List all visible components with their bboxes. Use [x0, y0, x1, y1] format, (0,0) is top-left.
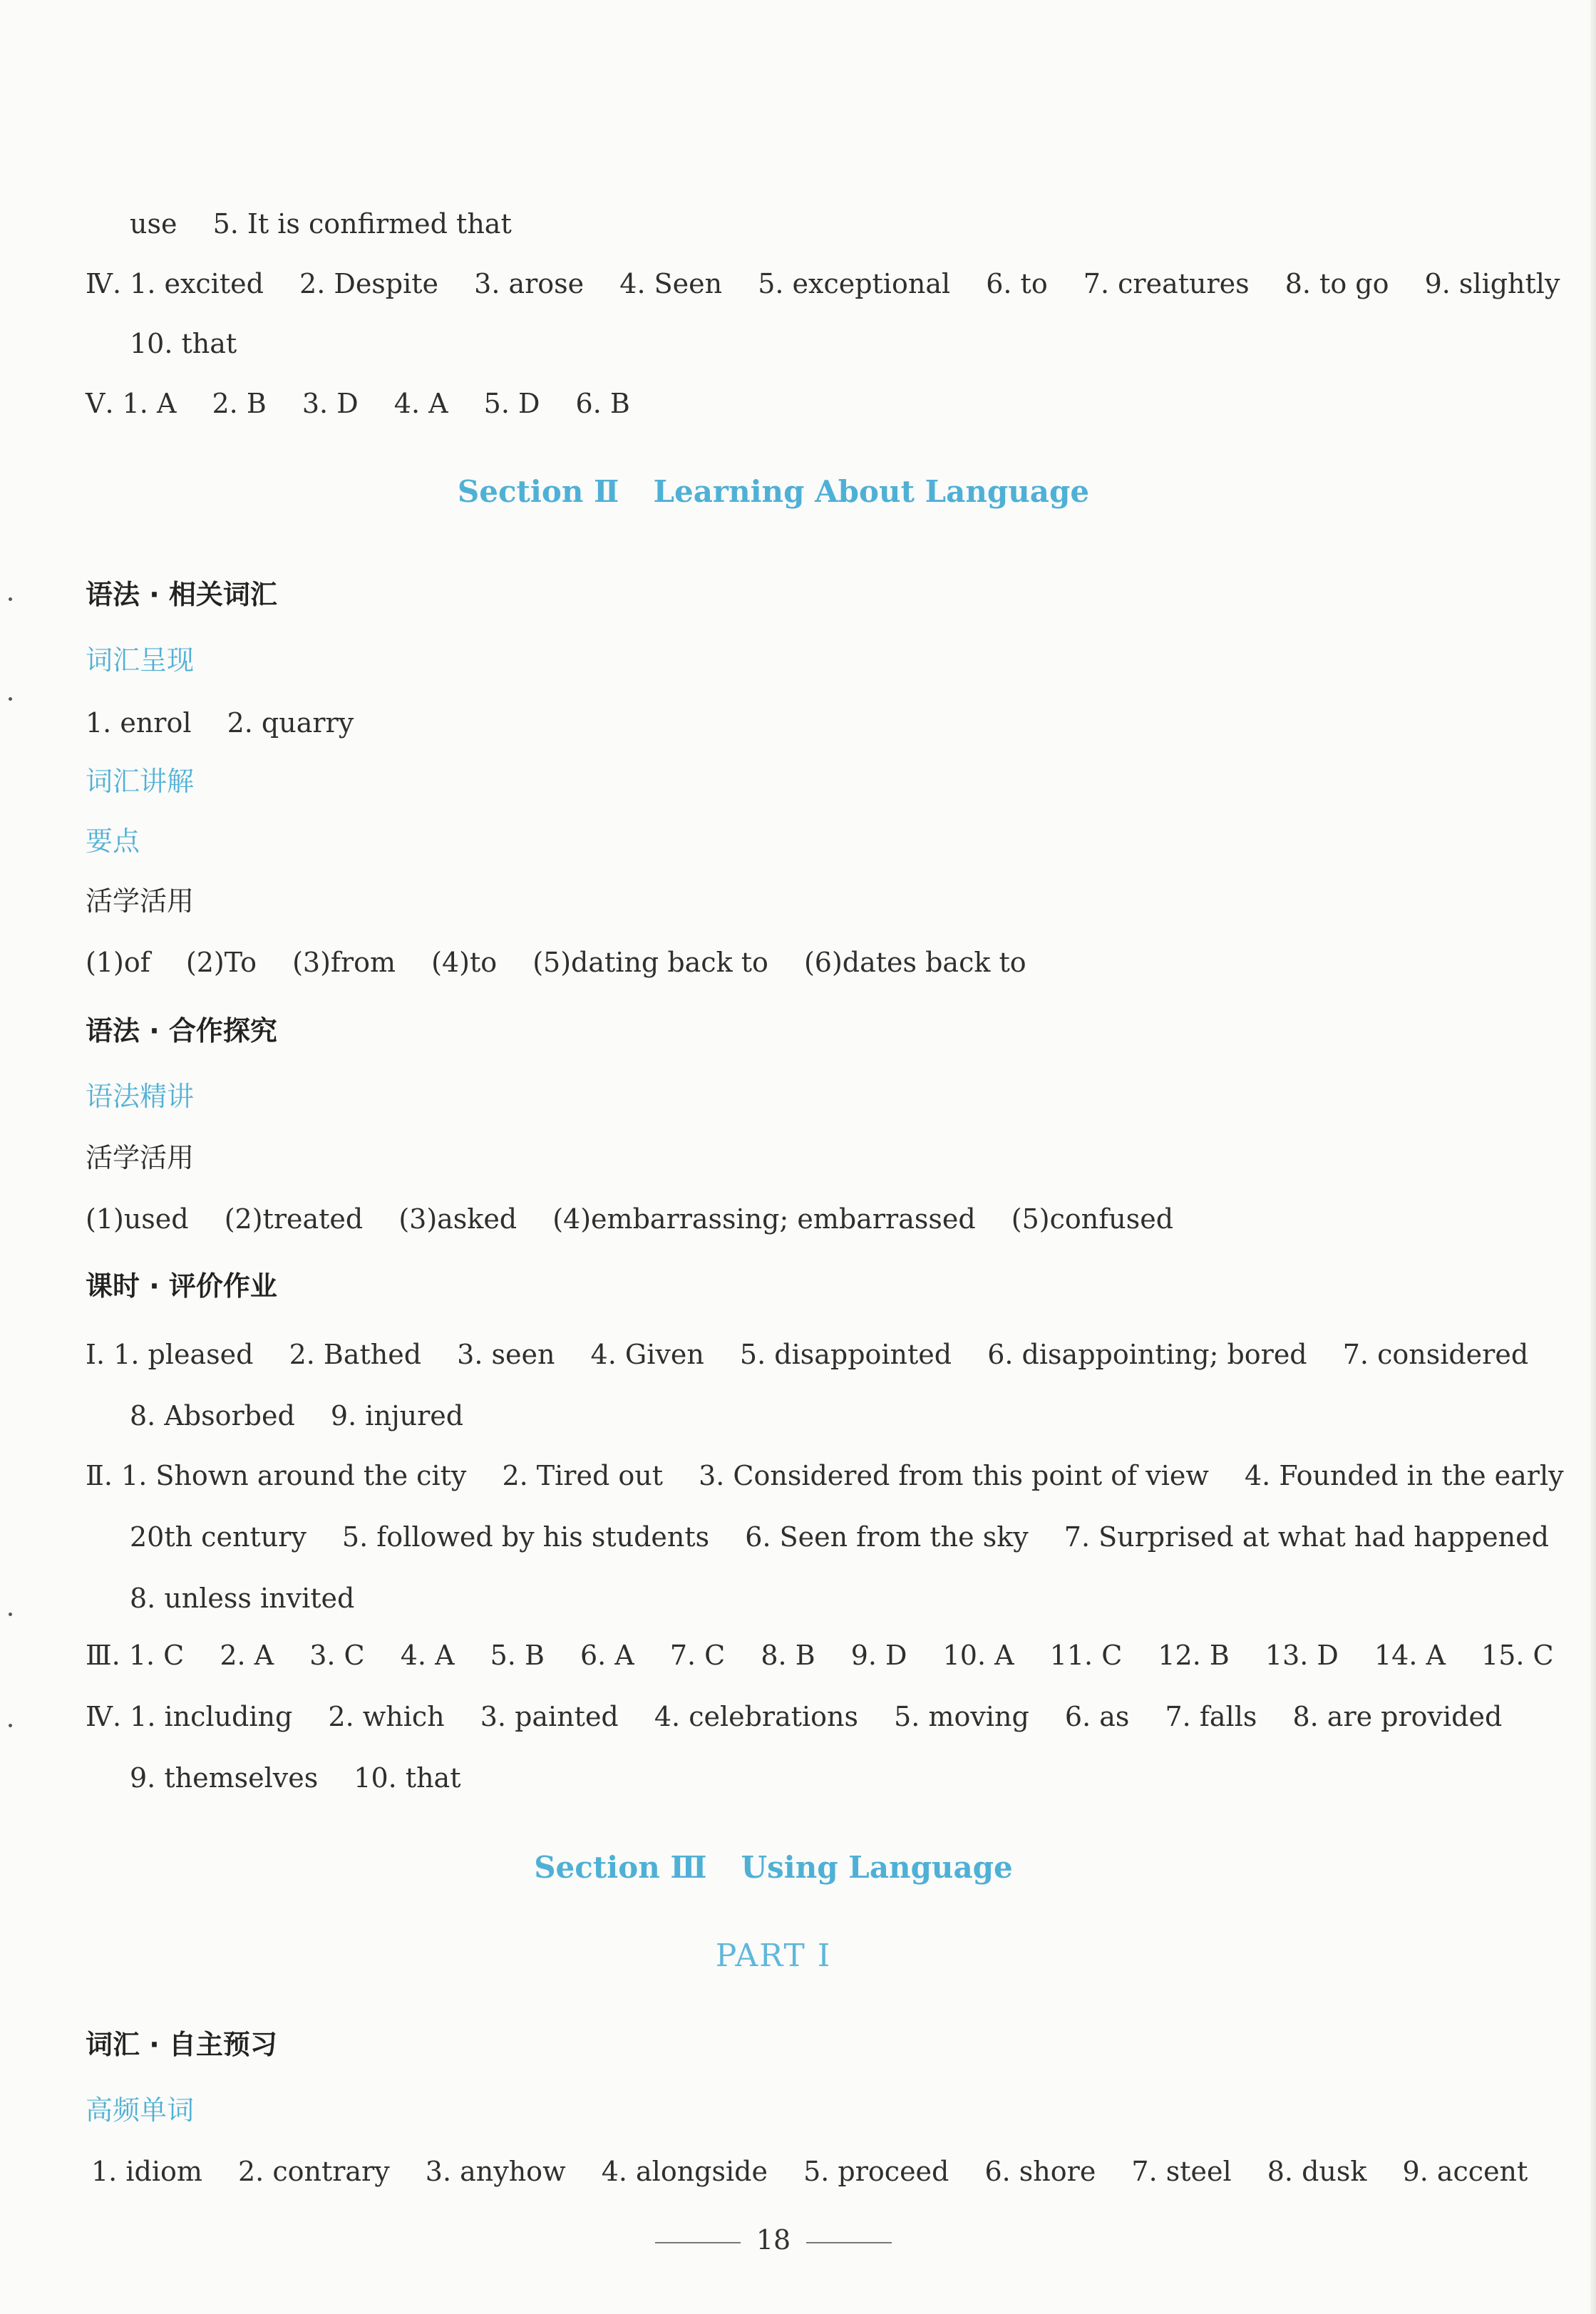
roman-numeral-label: Ⅳ. [86, 268, 122, 299]
answer-item: 5. It is confirmed that [212, 208, 512, 240]
answer-line [130, 326, 237, 361]
section-heading [0, 1848, 1547, 1888]
roman-numeral-label: Ⅳ. [86, 1701, 122, 1732]
answer-item: 7. falls [1165, 1701, 1257, 1732]
answer-item: 8. dusk [1267, 2156, 1367, 2187]
answer-item: 8. to go [1284, 268, 1389, 299]
answer-item: (5)dating back to [532, 947, 768, 978]
answer-item: (2)To [185, 947, 257, 978]
answer-item: 10. that [130, 328, 237, 359]
subheading-grammar-detail: 语法精讲 [86, 1081, 195, 1112]
answer-item: 6. to [986, 268, 1048, 299]
answer-item: 20th century [130, 1521, 307, 1553]
answer-item: (3)from [292, 947, 396, 978]
answer-item: 9. themselves [130, 1762, 319, 1794]
footer-rule [655, 2242, 741, 2243]
answer-line-ii [86, 1459, 1564, 1493]
section-number: Section Ⅱ [457, 474, 619, 509]
answer-item: (4)to [431, 947, 498, 978]
answer-item: 6. Seen from the sky [745, 1521, 1029, 1553]
answer-item: 9. injured [330, 1400, 464, 1431]
answer-line [86, 1202, 1173, 1236]
answer-line [86, 945, 1026, 979]
subheading-high-freq: 高频单词 [86, 2094, 195, 2126]
answer-item: 1. C [128, 1640, 185, 1671]
answer-item: 4. Seen [619, 268, 723, 299]
answer-item: 3. painted [480, 1701, 619, 1732]
answer-item: 4. A [393, 388, 448, 419]
subheading-vocab-explain: 词汇讲解 [86, 766, 195, 797]
answer-item: 3. anyhow [425, 2156, 566, 2187]
answer-item: (1)of [86, 947, 150, 978]
part-heading: PART Ⅰ [715, 1938, 832, 1974]
margin-mark [9, 1724, 12, 1727]
answer-item: 1. idiom [91, 2156, 202, 2187]
answer-item: 15. C [1481, 1640, 1554, 1671]
answer-item: 3. arose [474, 268, 585, 299]
answer-item: (3)asked [398, 1203, 518, 1235]
subheading-grammar-coop: 语法 · 合作探究 [86, 1015, 277, 1047]
margin-mark [9, 1613, 12, 1616]
roman-numeral-label: Ⅴ. [86, 388, 114, 419]
answer-line [130, 207, 512, 241]
roman-numeral-label: Ⅱ. [86, 1460, 113, 1491]
answer-item: 1. enrol [86, 707, 192, 739]
answer-line-iii [86, 1638, 1554, 1672]
answer-item: 7. steel [1131, 2156, 1232, 2187]
answer-item: 3. Considered from this point of view [699, 1460, 1209, 1491]
answer-item: 4. A [400, 1640, 455, 1671]
answer-item: 11. C [1049, 1640, 1123, 1671]
answer-item: 9. slightly [1424, 268, 1560, 299]
section-title: Learning About Language [653, 474, 1090, 509]
answer-item: 8. Absorbed [130, 1400, 295, 1431]
margin-mark [9, 597, 12, 601]
answer-item: 2. Tired out [502, 1460, 663, 1491]
answer-item: 13. D [1265, 1640, 1339, 1671]
section-number: Section Ⅲ [534, 1850, 707, 1885]
answer-item: 6. disappointing; bored [987, 1339, 1307, 1370]
page-number: 18 [756, 2224, 791, 2256]
subheading-vocab-show: 词汇呈现 [86, 644, 195, 676]
answer-line [86, 706, 354, 740]
answer-item: 6. A [580, 1640, 634, 1671]
answer-item: 4. alongside [601, 2156, 768, 2187]
answer-item: 5. followed by his students [341, 1521, 710, 1553]
answer-item: 1. Shown around the city [121, 1460, 467, 1491]
answer-item: (1)used [86, 1203, 189, 1235]
answer-item: 1. pleased [113, 1339, 254, 1370]
answer-line [130, 1761, 460, 1795]
answer-line-v [86, 386, 630, 421]
answer-item: 12. B [1158, 1640, 1230, 1671]
answer-item: 5. B [490, 1640, 545, 1671]
answer-line [130, 1520, 1549, 1554]
roman-numeral-label: Ⅰ. [86, 1339, 105, 1370]
answer-item: 4. celebrations [654, 1701, 859, 1732]
answer-item: 6. shore [984, 2156, 1096, 2187]
answer-item: 10. that [354, 1762, 461, 1794]
answer-line [130, 1581, 354, 1615]
section-heading [0, 472, 1547, 512]
answer-item: 1. including [130, 1701, 293, 1732]
subheading-grammar-vocab: 语法 · 相关词汇 [86, 579, 277, 610]
answer-item: 2. Bathed [289, 1339, 422, 1370]
answer-item: 4. Founded in the early [1244, 1460, 1564, 1491]
answer-item: 2. Despite [299, 268, 439, 299]
answer-item: 7. considered [1342, 1339, 1529, 1370]
subheading-key-point: 要点 [86, 826, 140, 857]
answer-item: 3. seen [457, 1339, 555, 1370]
answer-item: 7. Surprised at what had happened [1064, 1521, 1549, 1553]
answer-item: 2. B [212, 388, 267, 419]
section-title: Using Language [741, 1850, 1013, 1885]
answer-item: 9. D [850, 1640, 907, 1671]
answer-item: 6. as [1064, 1701, 1130, 1732]
subheading-homework: 课时 · 评价作业 [86, 1270, 277, 1302]
roman-numeral-label: Ⅲ. [86, 1640, 120, 1671]
answer-item: 10. A [942, 1640, 1014, 1671]
answer-line [130, 1399, 463, 1433]
answer-item: 1. excited [130, 268, 264, 299]
answer-item: 8. are provided [1292, 1701, 1503, 1732]
answer-item: 9. accent [1402, 2156, 1528, 2187]
answer-item: 5. moving [894, 1701, 1029, 1732]
answer-item: (5)confused [1011, 1203, 1174, 1235]
answer-line-i [86, 1337, 1528, 1372]
answer-line [91, 2154, 1528, 2189]
answer-item: use [130, 208, 177, 240]
answer-line-iv [86, 1699, 1502, 1734]
answer-item: 5. D [483, 388, 540, 419]
footer-rule [806, 2242, 892, 2243]
answer-item: (6)dates back to [803, 947, 1026, 978]
answer-item: 7. C [669, 1640, 726, 1671]
answer-item: (4)embarrassing; embarrassed [552, 1203, 976, 1235]
answer-item: 2. contrary [237, 2156, 390, 2187]
answer-item: 1. A [122, 388, 177, 419]
answer-line-iv [86, 267, 1560, 301]
page-edge-shadow [1590, 0, 1596, 2314]
answer-item: (2)treated [224, 1203, 364, 1235]
answer-item: 4. Given [590, 1339, 704, 1370]
margin-mark [9, 697, 12, 701]
answer-item: 7. creatures [1083, 268, 1250, 299]
answer-item: 2. which [328, 1701, 445, 1732]
answer-item: 8. unless invited [130, 1583, 355, 1614]
answer-item: 5. exceptional [758, 268, 951, 299]
answer-item: 2. A [220, 1640, 274, 1671]
subheading-practice: 活学活用 [86, 1142, 195, 1173]
answer-item: 2. quarry [227, 707, 354, 739]
answer-item: 5. disappointed [739, 1339, 952, 1370]
subheading-practice: 活学活用 [86, 885, 195, 917]
answer-item: 3. D [302, 388, 359, 419]
subheading-vocab-preview: 词汇 · 自主预习 [86, 2029, 277, 2060]
answer-item: 14. A [1374, 1640, 1446, 1671]
answer-item: 3. C [309, 1640, 365, 1671]
answer-item: 5. proceed [803, 2156, 949, 2187]
answer-item: 6. B [575, 388, 630, 419]
page-footer [0, 2224, 1547, 2256]
answer-item: 8. B [761, 1640, 815, 1671]
